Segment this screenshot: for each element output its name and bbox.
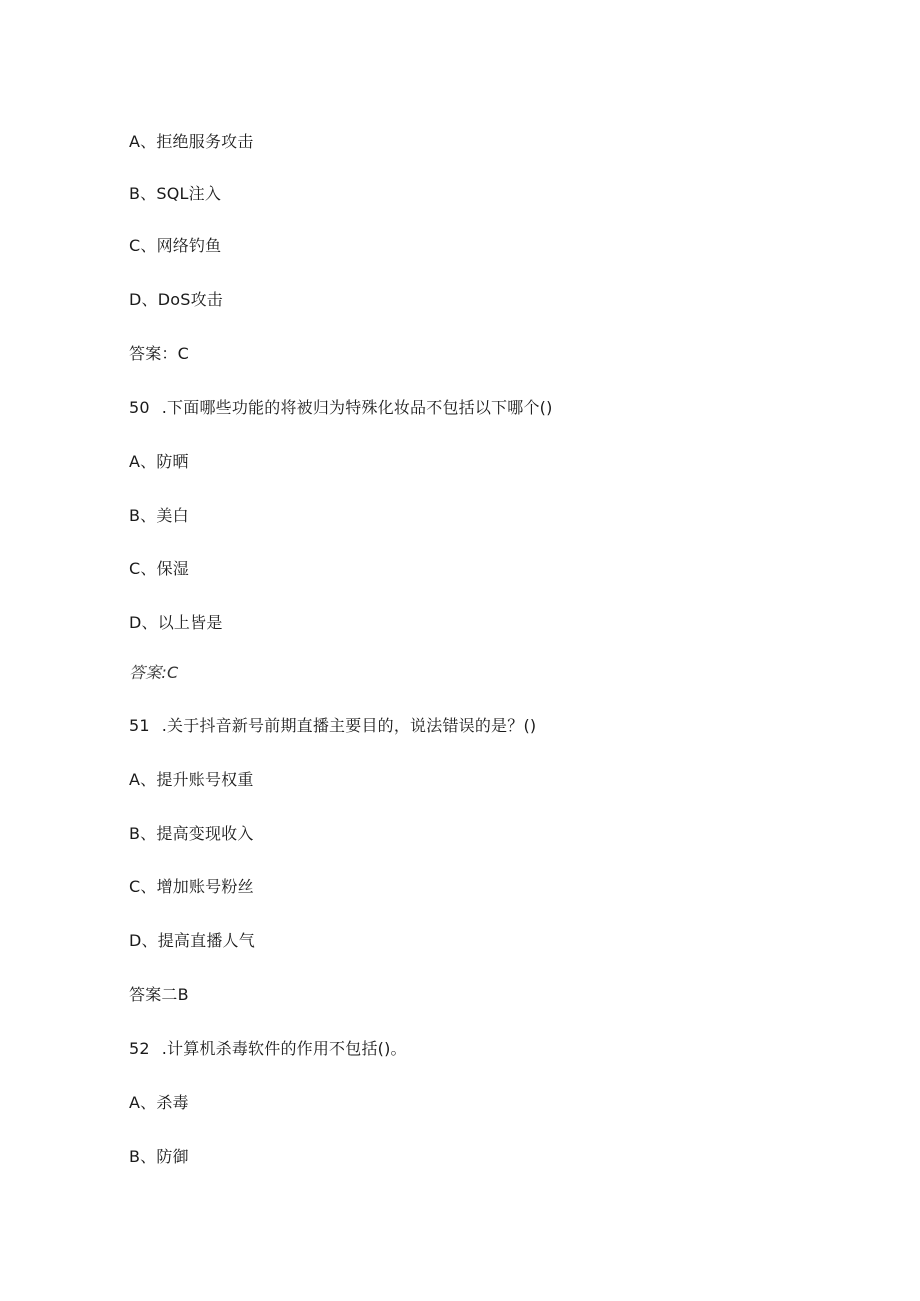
question-text: .下面哪些功能的将被归为特殊化妆品不包括以下哪个() [161,398,553,417]
answer-q50: 答案:C [129,663,179,682]
option-b-q52: B、防御 [129,1147,189,1166]
option-d-q51: D、提高直播人气 [129,931,255,950]
option-a-q49: A、拒绝服务攻击 [129,132,254,151]
question-text: .关于抖音新号前期直播主要目的，说法错误的是？() [161,716,537,735]
option-a-q51: A、提升账号权重 [129,770,254,789]
answer-q49: 答案：C [129,344,189,363]
question-51 [129,715,536,737]
option-d-q50: D、以上皆是 [129,613,223,632]
option-b-q50: B、美白 [129,506,189,525]
option-b-q51: B、提高变现收入 [129,824,254,843]
question-50 [129,397,553,419]
question-number: 52 [129,1039,150,1058]
question-52 [129,1038,407,1060]
question-number: 51 [129,716,150,735]
option-c-q51: C、增加账号粉丝 [129,877,254,896]
option-d-q49: D、DoS攻击 [129,290,223,309]
option-c-q49: C、网络钓鱼 [129,236,222,255]
question-text: .计算机杀毒软件的作用不包括()。 [161,1039,407,1058]
answer-q51: 答案二B [129,985,189,1004]
option-a-q50: A、防晒 [129,452,189,471]
option-c-q50: C、保湿 [129,559,189,578]
option-b-q49: B、SQL注入 [129,184,222,203]
option-a-q52: A、杀毒 [129,1093,189,1112]
question-number: 50 [129,398,150,417]
